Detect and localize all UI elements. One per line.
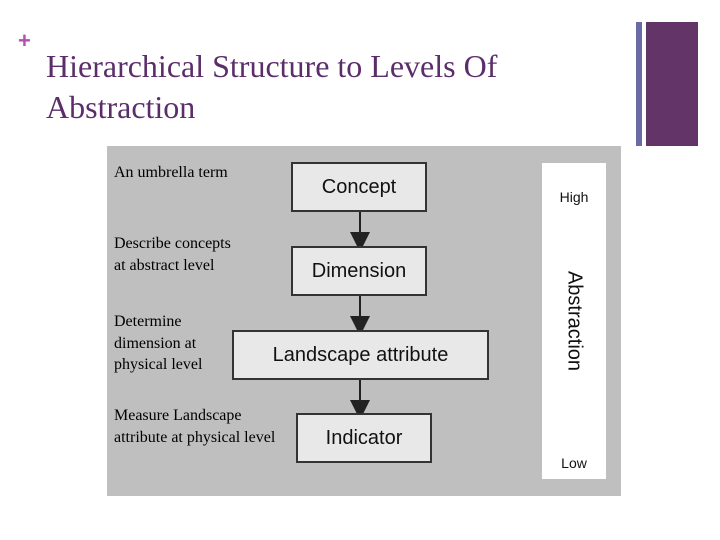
indicator-note: Measure Landscape attribute at physical level: [114, 407, 276, 446]
hierarchy-diagram: [107, 146, 621, 496]
concept-box: Concept: [291, 162, 427, 212]
landscape-attribute-box: Landscape attribute: [232, 330, 489, 380]
landscape-attribute-note: Determine dimension at physical level: [114, 313, 203, 373]
slide-title: Hierarchical Structure to Levels Of Abstraction: [46, 48, 498, 125]
accent-bar-thick: [646, 22, 698, 146]
dimension-note: Describe concepts at abstract level: [114, 235, 231, 274]
abstraction-scale: [542, 163, 606, 479]
abstraction-low-label: Low: [561, 455, 587, 471]
indicator-box: Indicator: [296, 413, 432, 463]
abstraction-label: Abstraction: [563, 270, 586, 372]
accent-bar-thin: [636, 22, 642, 146]
dimension-box: Dimension: [291, 246, 427, 296]
abstraction-high-label: High: [559, 189, 589, 205]
bullet-plus-icon: +: [18, 28, 31, 53]
concept-note: An umbrella term: [114, 164, 228, 181]
